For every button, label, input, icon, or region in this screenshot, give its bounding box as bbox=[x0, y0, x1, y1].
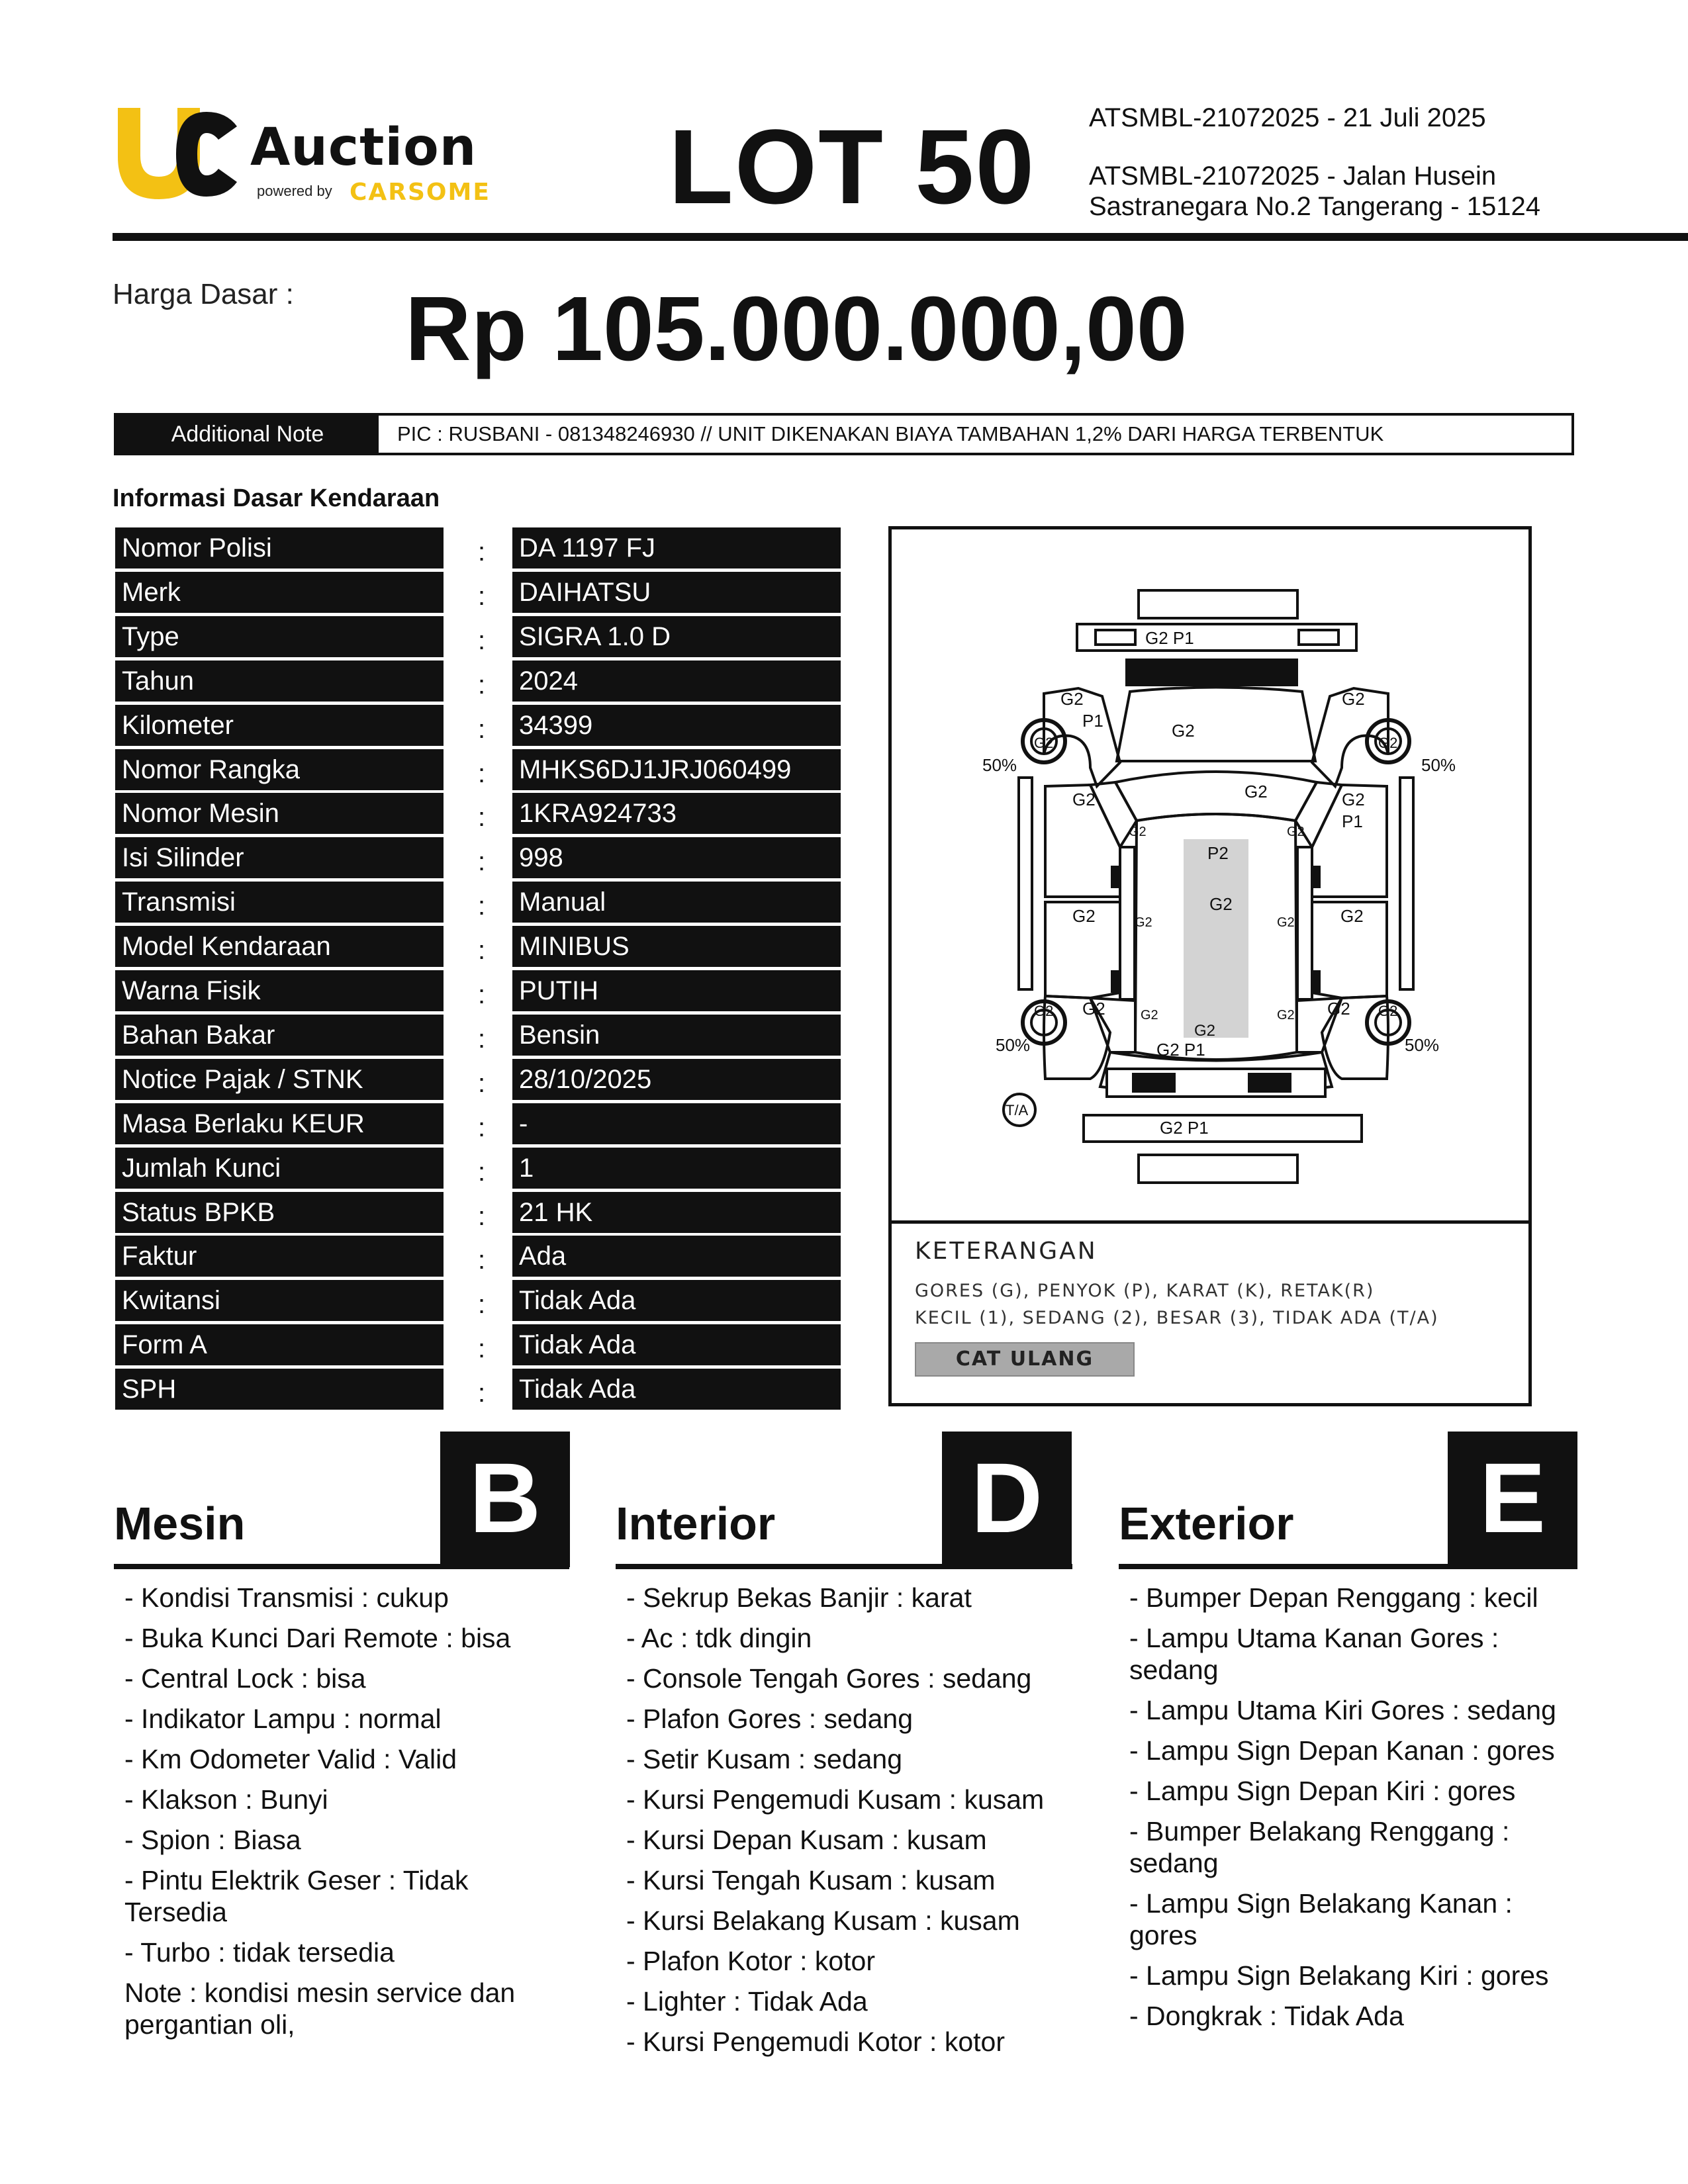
info-value: 34399 bbox=[512, 705, 841, 746]
diagram-label-tailgate: G2 P1 bbox=[1156, 1040, 1205, 1060]
info-row bbox=[115, 572, 843, 613]
info-value: 998 bbox=[512, 837, 841, 878]
info-row bbox=[115, 749, 843, 790]
mesin-list-item: - Turbo : tidak tersedia bbox=[124, 1937, 395, 1968]
legend-title: KETERANGAN bbox=[915, 1238, 1098, 1265]
info-colon: : bbox=[478, 537, 486, 567]
info-row bbox=[115, 970, 843, 1011]
info-row bbox=[115, 1280, 843, 1321]
info-row bbox=[115, 1192, 843, 1233]
info-value: Tidak Ada bbox=[512, 1280, 841, 1321]
info-label: Bahan Bakar bbox=[115, 1015, 444, 1056]
info-label: Type bbox=[115, 616, 444, 657]
diagram-label-c-pillar-l: G2 bbox=[1141, 1008, 1158, 1023]
diagram-label-roof-dent: P2 bbox=[1207, 843, 1229, 863]
mesin-list-item: - Pintu Elektrik Geser : Tidak Tersedia bbox=[124, 1865, 469, 1927]
interior-list-item: - Kursi Belakang Kusam : kusam bbox=[626, 1905, 1020, 1936]
interior-list-item: - Setir Kusam : sedang bbox=[626, 1744, 903, 1774]
diagram-label-rear-left-door: G2 bbox=[1072, 906, 1096, 926]
diagram-label-rear-right-door: G2 bbox=[1340, 906, 1364, 926]
exterior-list-item: - Lampu Sign Belakang Kanan : gores bbox=[1129, 1888, 1513, 1950]
info-row bbox=[115, 660, 843, 702]
diagram-label-front-left-door: G2 bbox=[1072, 790, 1096, 809]
info-row bbox=[115, 1369, 843, 1410]
exterior-grade: E bbox=[1448, 1432, 1577, 1567]
diagram-label-front-right-fender: G2 bbox=[1342, 689, 1365, 709]
info-value: - bbox=[512, 1103, 841, 1144]
mesin-list-item: - Central Lock : bisa bbox=[124, 1663, 366, 1694]
info-value: 1 bbox=[512, 1148, 841, 1189]
info-value: 1KRA924733 bbox=[512, 793, 841, 834]
logo-text: Auction bbox=[250, 118, 477, 177]
info-row bbox=[115, 1059, 843, 1100]
diagram-label-c-pillar-r: G2 bbox=[1277, 1008, 1295, 1023]
exterior-title: Exterior bbox=[1119, 1498, 1294, 1549]
info-row bbox=[115, 1103, 843, 1144]
info-row bbox=[115, 705, 843, 746]
mesin-title: Mesin bbox=[114, 1498, 246, 1549]
info-label: Merk bbox=[115, 572, 444, 613]
base-price-value: Rp 105.000.000,00 bbox=[405, 278, 1188, 380]
info-row bbox=[115, 837, 843, 878]
diagram-label-b-pillar-r: G2 bbox=[1277, 915, 1295, 930]
info-colon: : bbox=[478, 625, 486, 655]
diagram-label-rear-right-quarter: G2 bbox=[1327, 999, 1350, 1019]
event-address: ATSMBL-21072025 - Jalan Husein Sastranegara No.2 Tangerang - 15124 bbox=[1089, 161, 1540, 221]
diagram-label-spare-tire: T/A bbox=[1006, 1102, 1029, 1118]
car-damage-diagram bbox=[892, 529, 1528, 1224]
mesin-list-item: - Kondisi Transmisi : cukup bbox=[124, 1582, 449, 1613]
info-value: 28/10/2025 bbox=[512, 1059, 841, 1100]
interior-grade: D bbox=[942, 1432, 1072, 1567]
info-value: SIGRA 1.0 D bbox=[512, 616, 841, 657]
legend-severity: KECIL (1), SEDANG (2), BESAR (3), TIDAK ADA (T/A) bbox=[915, 1308, 1439, 1328]
legend-damage-types: GORES (G), PENYOK (P), KARAT (K), RETAK(R) bbox=[915, 1281, 1375, 1301]
interior-list-item: - Console Tengah Gores : sedang bbox=[626, 1663, 1032, 1694]
exterior-list-item: - Dongkrak : Tidak Ada bbox=[1129, 2001, 1404, 2031]
info-value: Bensin bbox=[512, 1015, 841, 1056]
diagram-label-a-pillar-l: G2 bbox=[1129, 825, 1147, 839]
info-value: 21 HK bbox=[512, 1192, 841, 1233]
info-colon: : bbox=[478, 803, 486, 833]
base-price-label: Harga Dasar : bbox=[113, 278, 294, 310]
info-label: Kwitansi bbox=[115, 1280, 444, 1321]
diagram-label-b-pillar-l: G2 bbox=[1135, 915, 1152, 930]
interior-list-item: - Kursi Depan Kusam : kusam bbox=[626, 1825, 987, 1855]
diagram-label-tire-rr: 50% bbox=[1405, 1035, 1440, 1055]
info-value: Manual bbox=[512, 882, 841, 923]
info-colon: : bbox=[478, 1068, 486, 1098]
info-row bbox=[115, 1236, 843, 1277]
mesin-list-item: Note : kondisi mesin service dan pergantian oli, bbox=[124, 1978, 516, 2040]
info-label: Nomor Rangka bbox=[115, 749, 444, 790]
info-value: DAIHATSU bbox=[512, 572, 841, 613]
mesin-list-item: - Spion : Biasa bbox=[124, 1825, 301, 1855]
exterior-list-item: - Lampu Sign Belakang Kiri : gores bbox=[1129, 1960, 1549, 1991]
exterior-list-item: - Lampu Sign Depan Kanan : gores bbox=[1129, 1735, 1555, 1766]
exterior-divider bbox=[1119, 1564, 1577, 1569]
info-colon: : bbox=[478, 1246, 486, 1275]
info-label: Isi Silinder bbox=[115, 837, 444, 878]
lot-number: LOT 50 bbox=[669, 107, 1036, 226]
info-row bbox=[115, 527, 843, 569]
vehicle-info-title: Informasi Dasar Kendaraan bbox=[113, 484, 440, 512]
diagram-label-hood: G2 bbox=[1172, 721, 1195, 741]
exterior-list-item: - Bumper Depan Renggang : kecil bbox=[1129, 1582, 1538, 1613]
diagram-label-front-left-fender-p: P1 bbox=[1082, 711, 1103, 731]
info-row bbox=[115, 1148, 843, 1189]
info-value: 2024 bbox=[512, 660, 841, 702]
info-label: Transmisi bbox=[115, 882, 444, 923]
diagram-label-front-right-door-p: P1 bbox=[1342, 811, 1363, 831]
diagram-label-front-right-door: G2 bbox=[1342, 790, 1365, 809]
mesin-list-item: - Km Odometer Valid : Valid bbox=[124, 1744, 457, 1774]
info-colon: : bbox=[478, 936, 486, 966]
exterior-list-item: - Lampu Sign Depan Kiri : gores bbox=[1129, 1776, 1516, 1806]
info-colon: : bbox=[478, 1024, 486, 1054]
mesin-list-item: - Klakson : Bunyi bbox=[124, 1784, 328, 1815]
info-colon: : bbox=[478, 1157, 486, 1187]
mesin-list-item: - Indikator Lampu : normal bbox=[124, 1704, 442, 1734]
diagram-label-front-left-fender: G2 bbox=[1060, 689, 1084, 709]
info-label: Model Kendaraan bbox=[115, 926, 444, 967]
interior-list-item: - Plafon Kotor : kotor bbox=[626, 1946, 876, 1976]
exterior-list-item: - Lampu Utama Kiri Gores : sedang bbox=[1129, 1695, 1556, 1725]
info-colon: : bbox=[478, 1113, 486, 1142]
info-colon: : bbox=[478, 1379, 486, 1408]
info-colon: : bbox=[478, 581, 486, 611]
info-value: Tidak Ada bbox=[512, 1369, 841, 1410]
info-colon: : bbox=[478, 1290, 486, 1320]
interior-list-item: - Plafon Gores : sedang bbox=[626, 1704, 914, 1734]
additional-note-label: Additional Note bbox=[117, 416, 379, 453]
exterior-list-item: - Bumper Belakang Renggang : sedang bbox=[1129, 1816, 1510, 1878]
info-value: PUTIH bbox=[512, 970, 841, 1011]
diagram-label-rear-bumper: G2 P1 bbox=[1160, 1118, 1209, 1138]
info-row bbox=[115, 926, 843, 967]
info-label: Nomor Mesin bbox=[115, 793, 444, 834]
info-value: Ada bbox=[512, 1236, 841, 1277]
mesin-list-item: - Buka Kunci Dari Remote : bisa bbox=[124, 1623, 511, 1653]
interior-list bbox=[626, 1582, 1076, 2066]
exterior-list bbox=[1129, 1582, 1566, 2040]
exterior-list-item: - Lampu Utama Kanan Gores : sedang bbox=[1129, 1623, 1499, 1685]
info-label: SPH bbox=[115, 1369, 444, 1410]
carsome-logo-text: CARSOME bbox=[350, 179, 491, 206]
info-value: MHKS6DJ1JRJ060499 bbox=[512, 749, 841, 790]
interior-divider bbox=[616, 1564, 1072, 1569]
diagram-label-wheel-rr: G2 bbox=[1378, 1003, 1398, 1019]
info-row bbox=[115, 616, 843, 657]
info-value: MINIBUS bbox=[512, 926, 841, 967]
info-label: Nomor Polisi bbox=[115, 527, 444, 569]
info-label: Tahun bbox=[115, 660, 444, 702]
interior-title: Interior bbox=[616, 1498, 776, 1549]
header-divider bbox=[113, 233, 1688, 241]
info-label: Form A bbox=[115, 1324, 444, 1365]
info-colon: : bbox=[478, 891, 486, 921]
interior-list-item: - Kursi Tengah Kusam : kusam bbox=[626, 1865, 996, 1895]
info-row bbox=[115, 793, 843, 834]
additional-note-text: PIC : RUSBANI - 081348246930 // UNIT DIKENAKAN BIAYA TAMBAHAN 1,2% DARI HARGA TERBENTUK bbox=[397, 422, 1384, 445]
info-label: Kilometer bbox=[115, 705, 444, 746]
diagram-label-wheel-fl: G2 bbox=[1034, 735, 1054, 751]
info-label: Warna Fisik bbox=[115, 970, 444, 1011]
info-label: Notice Pajak / STNK bbox=[115, 1059, 444, 1100]
info-colon: : bbox=[478, 1201, 486, 1231]
info-label: Masa Berlaku KEUR bbox=[115, 1103, 444, 1144]
diagram-label-rear-left-quarter: G2 bbox=[1082, 999, 1105, 1019]
diagram-label-a-pillar-r: G2 bbox=[1287, 825, 1305, 839]
interior-list-item: - Kursi Pengemudi Kusam : kusam bbox=[626, 1784, 1045, 1815]
diagram-label-wheel-fr: G2 bbox=[1378, 735, 1398, 751]
info-value: DA 1197 FJ bbox=[512, 527, 841, 569]
interior-list-item: - Lighter : Tidak Ada bbox=[626, 1986, 868, 2017]
mesin-grade: B bbox=[440, 1432, 570, 1567]
event-code-date: ATSMBL-21072025 - 21 Juli 2025 bbox=[1089, 103, 1486, 132]
info-row bbox=[115, 1015, 843, 1056]
diagram-label-tire-fl: 50% bbox=[982, 755, 1017, 775]
legend-repaint: CAT ULANG bbox=[915, 1342, 1135, 1377]
info-label: Status BPKB bbox=[115, 1192, 444, 1233]
info-colon: : bbox=[478, 758, 486, 788]
info-row bbox=[115, 1324, 843, 1365]
diagram-label-rear-glass: G2 bbox=[1194, 1022, 1216, 1040]
diagram-label-windshield: G2 bbox=[1244, 782, 1268, 801]
diagram-label-tire-fr: 50% bbox=[1421, 755, 1456, 775]
powered-by-text: powered by bbox=[257, 183, 332, 199]
info-colon: : bbox=[478, 714, 486, 744]
legend-divider bbox=[888, 1220, 1532, 1224]
info-colon: : bbox=[478, 1334, 486, 1364]
mesin-divider bbox=[114, 1564, 569, 1569]
info-label: Faktur bbox=[115, 1236, 444, 1277]
diagram-label-tire-rl: 50% bbox=[996, 1035, 1031, 1055]
mesin-list bbox=[124, 1582, 548, 2049]
diagram-label-roof: G2 bbox=[1209, 894, 1233, 914]
interior-list-item: - Ac : tdk dingin bbox=[626, 1623, 812, 1653]
info-row bbox=[115, 882, 843, 923]
info-colon: : bbox=[478, 670, 486, 700]
info-value: Tidak Ada bbox=[512, 1324, 841, 1365]
interior-list-item: - Sekrup Bekas Banjir : karat bbox=[626, 1582, 972, 1613]
info-colon: : bbox=[478, 847, 486, 877]
diagram-label-wheel-rl: G2 bbox=[1034, 1003, 1054, 1019]
diagram-label-front-bumper: G2 P1 bbox=[1145, 628, 1194, 648]
info-colon: : bbox=[478, 980, 486, 1009]
interior-list-item: - Kursi Pengemudi Kotor : kotor bbox=[626, 2026, 1005, 2057]
info-label: Jumlah Kunci bbox=[115, 1148, 444, 1189]
